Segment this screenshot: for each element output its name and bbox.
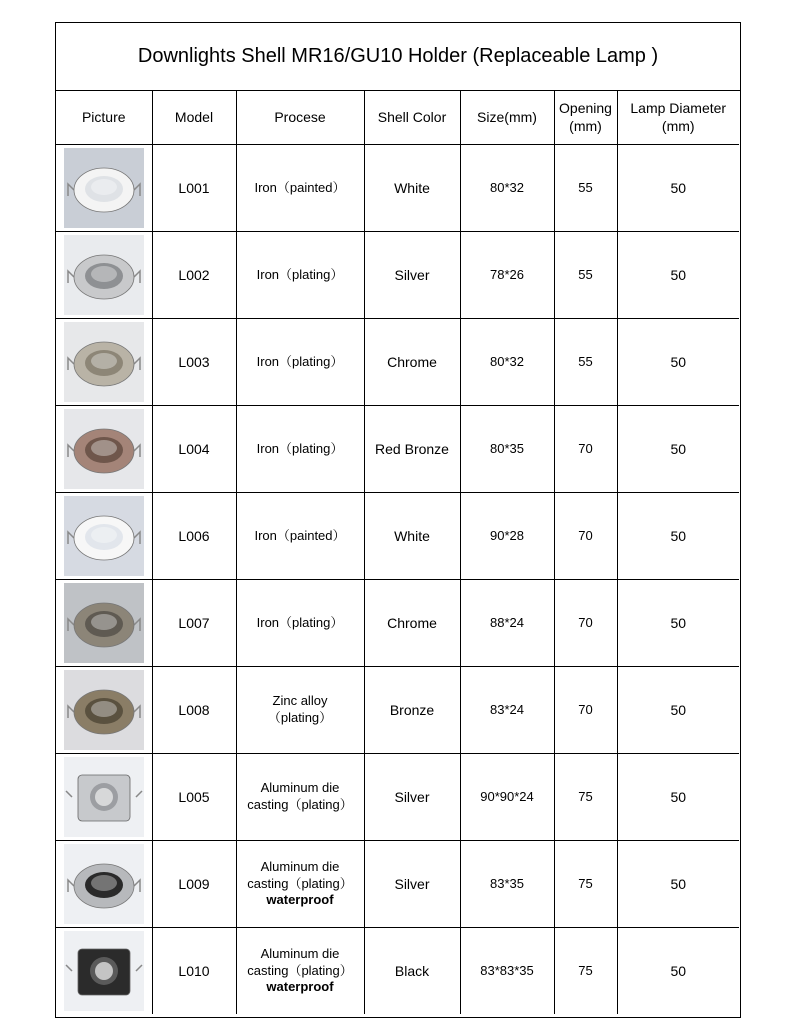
process-cell (236, 493, 364, 580)
process-cell (236, 580, 364, 667)
product-thumbnail-image (64, 757, 144, 837)
opening-cell: 75 (554, 754, 617, 841)
opening-cell: 55 (554, 232, 617, 319)
size-cell: 83*35 (460, 841, 554, 928)
product-thumbnail-image (64, 322, 144, 402)
process-line1: Iron（painted） (254, 527, 346, 543)
product-picture-cell (56, 667, 152, 754)
header-procese: Procese (236, 91, 364, 145)
model-cell: L004 (152, 406, 236, 493)
process-cell (236, 667, 364, 754)
model-cell: L002 (152, 232, 236, 319)
product-picture-cell (56, 232, 152, 319)
process-line2: casting（plating） (247, 875, 353, 891)
lamp-diameter-cell: 50 (617, 319, 739, 406)
size-cell: 83*24 (460, 667, 554, 754)
product-picture-cell (56, 928, 152, 1015)
process-line1: Iron（plating） (256, 440, 344, 456)
opening-cell: 55 (554, 319, 617, 406)
header-lamp-line1: Lamp Diameter (630, 100, 727, 116)
process-cell (236, 754, 364, 841)
product-thumbnail-image (64, 670, 144, 750)
product-picture-cell (56, 406, 152, 493)
model-cell: L006 (152, 493, 236, 580)
process-cell (236, 928, 364, 1015)
header-lamp-diameter (617, 91, 739, 145)
process-line1: Zinc alloy (272, 693, 328, 709)
waterproof-label: waterproof (266, 979, 334, 995)
lamp-diameter-cell: 50 (617, 232, 739, 319)
size-cell: 80*32 (460, 145, 554, 232)
process-line1: Iron（plating） (256, 266, 344, 282)
table-row (56, 667, 739, 754)
model-cell: L010 (152, 928, 236, 1015)
lamp-diameter-cell: 50 (617, 667, 739, 754)
lamp-diameter-cell: 50 (617, 493, 739, 580)
shell-color-cell: Black (364, 928, 460, 1015)
size-cell: 88*24 (460, 580, 554, 667)
product-thumbnail-image (64, 583, 144, 663)
lamp-diameter-cell: 50 (617, 145, 739, 232)
shell-color-cell: White (364, 493, 460, 580)
lamp-diameter-cell: 50 (617, 754, 739, 841)
lamp-diameter-cell: 50 (617, 841, 739, 928)
model-cell: L008 (152, 667, 236, 754)
process-line2: casting（plating） (247, 962, 353, 978)
process-line1: Iron（painted） (254, 179, 346, 195)
waterproof-label: waterproof (266, 892, 334, 908)
lamp-diameter-cell: 50 (617, 580, 739, 667)
shell-color-cell: Bronze (364, 667, 460, 754)
model-cell: L005 (152, 754, 236, 841)
product-thumbnail-image (64, 844, 144, 924)
table-row (56, 928, 739, 1015)
process-line1: Iron（plating） (256, 614, 344, 630)
product-picture-cell (56, 754, 152, 841)
shell-color-cell: Silver (364, 841, 460, 928)
process-cell (236, 319, 364, 406)
product-thumbnail-image (64, 148, 144, 228)
product-thumbnail-image (64, 409, 144, 489)
header-model: Model (152, 91, 236, 145)
process-line2: （plating） (267, 710, 333, 725)
product-picture-cell (56, 841, 152, 928)
shell-color-cell: Silver (364, 232, 460, 319)
shell-color-cell: Silver (364, 754, 460, 841)
opening-cell: 70 (554, 493, 617, 580)
process-cell (236, 232, 364, 319)
process-line1: Aluminum die (260, 858, 340, 874)
opening-cell: 55 (554, 145, 617, 232)
product-sheet (55, 22, 741, 1018)
shell-color-cell: Chrome (364, 319, 460, 406)
table-row (56, 580, 739, 667)
shell-color-cell: Chrome (364, 580, 460, 667)
process-cell (236, 841, 364, 928)
product-picture-cell (56, 319, 152, 406)
header-picture: Picture (56, 91, 152, 145)
product-picture-cell (56, 145, 152, 232)
product-thumbnail-image (64, 931, 144, 1011)
model-cell: L001 (152, 145, 236, 232)
header-row (56, 91, 739, 145)
product-table (56, 91, 739, 1014)
shell-color-cell: White (364, 145, 460, 232)
process-cell (236, 145, 364, 232)
shell-color-cell: Red Bronze (364, 406, 460, 493)
table-row (56, 232, 739, 319)
lamp-diameter-cell: 50 (617, 928, 739, 1015)
process-line1: Aluminum die (260, 780, 340, 796)
opening-cell: 75 (554, 928, 617, 1015)
opening-cell: 70 (554, 580, 617, 667)
size-cell: 90*28 (460, 493, 554, 580)
size-cell: 90*90*24 (460, 754, 554, 841)
model-cell: L007 (152, 580, 236, 667)
product-thumbnail-image (64, 235, 144, 315)
opening-cell: 70 (554, 667, 617, 754)
header-opening (554, 91, 617, 145)
table-row (56, 319, 739, 406)
table-row (56, 145, 739, 232)
lamp-diameter-cell: 50 (617, 406, 739, 493)
table-row (56, 754, 739, 841)
page-title: Downlights Shell MR16/GU10 Holder (Replaceable Lamp ) (56, 23, 740, 91)
header-opening-line1: Opening (559, 100, 612, 116)
size-cell: 80*32 (460, 319, 554, 406)
opening-cell: 75 (554, 841, 617, 928)
process-line1: Iron（plating） (256, 353, 344, 369)
process-line2: casting（plating） (247, 797, 353, 812)
model-cell: L003 (152, 319, 236, 406)
process-line1: Aluminum die (260, 945, 340, 961)
size-cell: 78*26 (460, 232, 554, 319)
opening-cell: 70 (554, 406, 617, 493)
product-thumbnail-image (64, 496, 144, 576)
table-row (56, 406, 739, 493)
size-cell: 83*83*35 (460, 928, 554, 1015)
header-shell-color: Shell Color (364, 91, 460, 145)
table-row (56, 841, 739, 928)
model-cell: L009 (152, 841, 236, 928)
process-cell (236, 406, 364, 493)
table-row (56, 493, 739, 580)
product-picture-cell (56, 580, 152, 667)
header-lamp-line2: (mm) (661, 117, 695, 134)
size-cell: 80*35 (460, 406, 554, 493)
header-size: Size(mm) (460, 91, 554, 145)
header-opening-line2: (mm) (569, 117, 602, 134)
product-picture-cell (56, 493, 152, 580)
